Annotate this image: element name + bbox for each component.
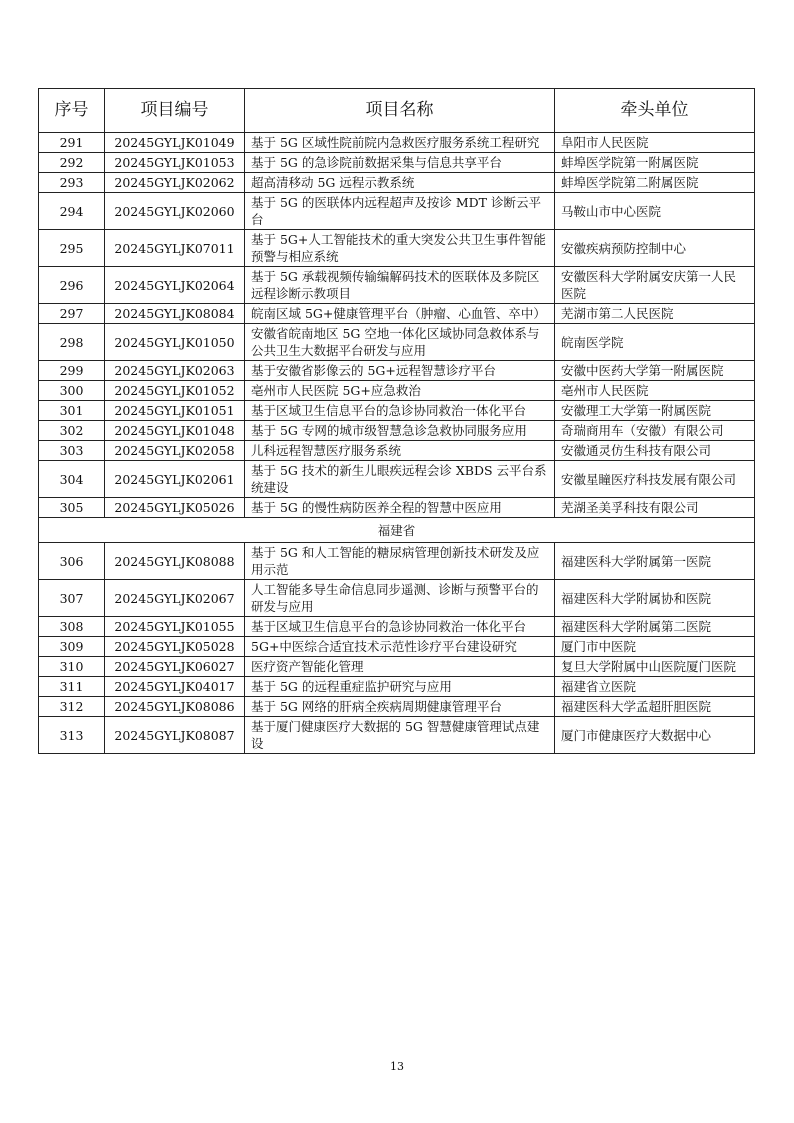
cell-lead-unit: 福建省立医院 — [555, 677, 755, 697]
cell-project-name: 5G+中医综合适宜技术示范性诊疗平台建设研究 — [245, 637, 555, 657]
header-lead-unit: 牵头单位 — [555, 89, 755, 133]
cell-project-name: 儿科远程智慧医疗服务系统 — [245, 441, 555, 461]
header-serial-no: 序号 — [39, 89, 105, 133]
project-table — [38, 88, 755, 754]
table-row — [39, 401, 755, 421]
cell-lead-unit: 芜湖圣美孚科技有限公司 — [555, 498, 755, 518]
table-header-row — [39, 89, 755, 133]
cell-serial-no: 295 — [39, 230, 105, 267]
cell-project-name: 基于 5G 网络的肝病全疾病周期健康管理平台 — [245, 697, 555, 717]
cell-project-name: 基于 5G 专网的城市级智慧急诊急救协同服务应用 — [245, 421, 555, 441]
cell-lead-unit: 安徽疾病预防控制中心 — [555, 230, 755, 267]
cell-lead-unit: 福建医科大学附属协和医院 — [555, 580, 755, 617]
cell-project-name: 基于区域卫生信息平台的急诊协同救治一体化平台 — [245, 617, 555, 637]
cell-project-code: 20245GYLJK02062 — [105, 173, 245, 193]
cell-lead-unit: 安徽中医药大学第一附属医院 — [555, 361, 755, 381]
cell-serial-no: 304 — [39, 461, 105, 498]
cell-lead-unit: 亳州市人民医院 — [555, 381, 755, 401]
table-row — [39, 230, 755, 267]
cell-serial-no: 302 — [39, 421, 105, 441]
cell-lead-unit: 厦门市健康医疗大数据中心 — [555, 717, 755, 754]
cell-serial-no: 292 — [39, 153, 105, 173]
cell-serial-no: 293 — [39, 173, 105, 193]
cell-project-code: 20245GYLJK02058 — [105, 441, 245, 461]
cell-project-name: 基于 5G 和人工智能的糖尿病管理创新技术研发及应用示范 — [245, 543, 555, 580]
cell-project-name: 皖南区域 5G+健康管理平台（肿瘤、心血管、卒中） — [245, 304, 555, 324]
table-row — [39, 267, 755, 304]
table-row — [39, 677, 755, 697]
cell-serial-no: 308 — [39, 617, 105, 637]
cell-project-code: 20245GYLJK02067 — [105, 580, 245, 617]
table-row — [39, 153, 755, 173]
table-row — [39, 617, 755, 637]
table-row — [39, 498, 755, 518]
cell-project-name: 基于 5G 区域性院前院内急救医疗服务系统工程研究 — [245, 133, 555, 153]
table-row — [39, 324, 755, 361]
cell-project-code: 20245GYLJK01050 — [105, 324, 245, 361]
cell-project-name: 基于厦门健康医疗大数据的 5G 智慧健康管理试点建设 — [245, 717, 555, 754]
cell-project-code: 20245GYLJK08084 — [105, 304, 245, 324]
table-body — [39, 133, 755, 754]
cell-serial-no: 294 — [39, 193, 105, 230]
table-row — [39, 133, 755, 153]
cell-lead-unit: 福建医科大学附属第一医院 — [555, 543, 755, 580]
cell-project-code: 20245GYLJK08088 — [105, 543, 245, 580]
cell-serial-no: 309 — [39, 637, 105, 657]
cell-lead-unit: 安徽医科大学附属安庆第一人民医院 — [555, 267, 755, 304]
cell-project-code: 20245GYLJK02061 — [105, 461, 245, 498]
table-row — [39, 580, 755, 617]
cell-serial-no: 307 — [39, 580, 105, 617]
cell-serial-no: 297 — [39, 304, 105, 324]
cell-serial-no: 313 — [39, 717, 105, 754]
cell-serial-no: 305 — [39, 498, 105, 518]
table-row — [39, 381, 755, 401]
table-row — [39, 421, 755, 441]
cell-project-name: 人工智能多导生命信息同步遥测、诊断与预警平台的研发与应用 — [245, 580, 555, 617]
table-row — [39, 361, 755, 381]
cell-serial-no: 312 — [39, 697, 105, 717]
cell-project-name: 基于 5G 技术的新生儿眼疾远程会诊 XBDS 云平台系统建设 — [245, 461, 555, 498]
table-row — [39, 697, 755, 717]
cell-project-name: 安徽省皖南地区 5G 空地一体化区域协同急救体系与公共卫生大数据平台研发与应用 — [245, 324, 555, 361]
cell-project-code: 20245GYLJK06027 — [105, 657, 245, 677]
cell-lead-unit: 蚌埠医学院第一附属医院 — [555, 153, 755, 173]
cell-project-name: 基于 5G 承载视频传输编解码技术的医联体及多院区远程诊断示教项目 — [245, 267, 555, 304]
table-row — [39, 637, 755, 657]
cell-project-code: 20245GYLJK04017 — [105, 677, 245, 697]
cell-project-code: 20245GYLJK01052 — [105, 381, 245, 401]
cell-project-code: 20245GYLJK01049 — [105, 133, 245, 153]
cell-lead-unit: 福建医科大学附属第二医院 — [555, 617, 755, 637]
cell-lead-unit: 阜阳市人民医院 — [555, 133, 755, 153]
header-project-name: 项目名称 — [245, 89, 555, 133]
cell-project-name: 超高清移动 5G 远程示教系统 — [245, 173, 555, 193]
table-row — [39, 193, 755, 230]
cell-serial-no: 303 — [39, 441, 105, 461]
cell-lead-unit: 安徽通灵仿生科技有限公司 — [555, 441, 755, 461]
header-project-code: 项目编号 — [105, 89, 245, 133]
table-row — [39, 304, 755, 324]
table-row — [39, 173, 755, 193]
cell-serial-no: 291 — [39, 133, 105, 153]
cell-project-name: 基于 5G+人工智能技术的重大突发公共卫生事件智能预警与相应系统 — [245, 230, 555, 267]
cell-lead-unit: 奇瑞商用车（安徽）有限公司 — [555, 421, 755, 441]
table-row — [39, 441, 755, 461]
cell-project-name: 医疗资产智能化管理 — [245, 657, 555, 677]
table-row — [39, 657, 755, 677]
table-row — [39, 543, 755, 580]
cell-project-name: 亳州市人民医院 5G+应急救治 — [245, 381, 555, 401]
cell-lead-unit: 安徽星瞳医疗科技发展有限公司 — [555, 461, 755, 498]
cell-project-code: 20245GYLJK07011 — [105, 230, 245, 267]
cell-serial-no: 296 — [39, 267, 105, 304]
cell-project-name: 基于安徽省影像云的 5G+远程智慧诊疗平台 — [245, 361, 555, 381]
section-title: 福建省 — [39, 518, 755, 543]
cell-project-name: 基于 5G 的医联体内远程超声及按诊 MDT 诊断云平台 — [245, 193, 555, 230]
cell-serial-no: 301 — [39, 401, 105, 421]
cell-project-code: 20245GYLJK01055 — [105, 617, 245, 637]
cell-project-code: 20245GYLJK08087 — [105, 717, 245, 754]
cell-project-code: 20245GYLJK02060 — [105, 193, 245, 230]
cell-lead-unit: 安徽理工大学第一附属医院 — [555, 401, 755, 421]
cell-lead-unit: 马鞍山市中心医院 — [555, 193, 755, 230]
table-row — [39, 461, 755, 498]
cell-serial-no: 311 — [39, 677, 105, 697]
cell-project-code: 20245GYLJK02064 — [105, 267, 245, 304]
cell-lead-unit: 复旦大学附属中山医院厦门医院 — [555, 657, 755, 677]
cell-lead-unit: 福建医科大学孟超肝胆医院 — [555, 697, 755, 717]
cell-serial-no: 310 — [39, 657, 105, 677]
cell-project-name: 基于 5G 的远程重症监护研究与应用 — [245, 677, 555, 697]
cell-project-code: 20245GYLJK01051 — [105, 401, 245, 421]
cell-serial-no: 299 — [39, 361, 105, 381]
cell-lead-unit: 芜湖市第二人民医院 — [555, 304, 755, 324]
cell-serial-no: 298 — [39, 324, 105, 361]
cell-project-code: 20245GYLJK01053 — [105, 153, 245, 173]
page-number: 13 — [390, 1060, 404, 1073]
cell-lead-unit: 厦门市中医院 — [555, 637, 755, 657]
cell-project-code: 20245GYLJK01048 — [105, 421, 245, 441]
cell-lead-unit: 皖南医学院 — [555, 324, 755, 361]
cell-project-code: 20245GYLJK05026 — [105, 498, 245, 518]
cell-project-code: 20245GYLJK08086 — [105, 697, 245, 717]
cell-project-code: 20245GYLJK05028 — [105, 637, 245, 657]
cell-serial-no: 306 — [39, 543, 105, 580]
section-row — [39, 518, 755, 543]
cell-project-name: 基于 5G 的慢性病防医养全程的智慧中医应用 — [245, 498, 555, 518]
cell-project-code: 20245GYLJK02063 — [105, 361, 245, 381]
cell-project-name: 基于区域卫生信息平台的急诊协同救治一体化平台 — [245, 401, 555, 421]
cell-project-name: 基于 5G 的急诊院前数据采集与信息共享平台 — [245, 153, 555, 173]
cell-serial-no: 300 — [39, 381, 105, 401]
table-row — [39, 717, 755, 754]
cell-lead-unit: 蚌埠医学院第二附属医院 — [555, 173, 755, 193]
